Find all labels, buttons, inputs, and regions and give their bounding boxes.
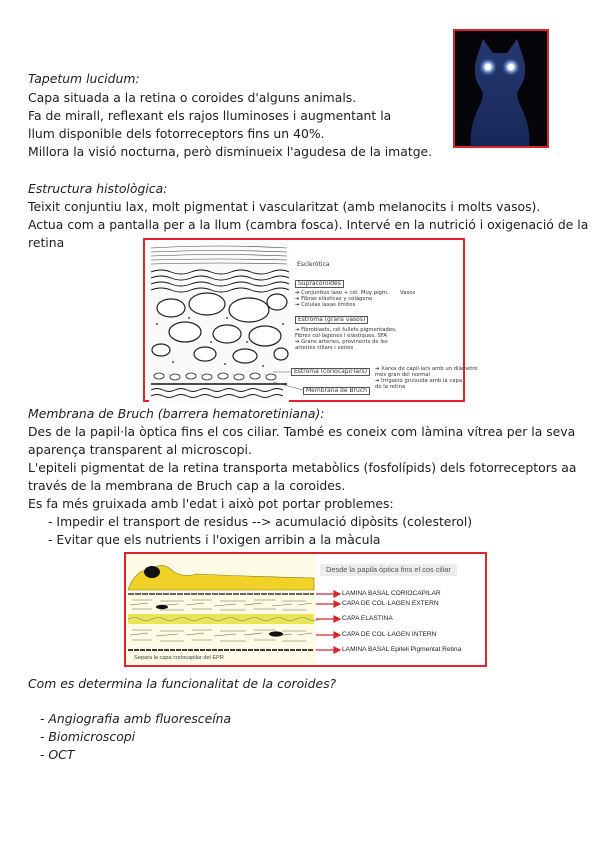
estroma-note-3: ➔ Grans arteries, provinents de les [295,339,388,345]
tapetum-line-3: llum disponible dels fotorreceptors fins un 40%. [28,126,325,141]
bruch-layers-figure [124,552,487,667]
bruch-heading: Membrana de Bruch (barrera hematoretiniana): [28,406,325,421]
estroma-note-4: arteries ciliars i venes [295,345,354,351]
bruch-line-4: través de la membrana de Bruch cap a la coroides. [28,478,346,493]
layer-label-2: CAPA DE COL·LAGEN EXTERN [342,600,439,607]
cat-eyes-photo [453,29,549,148]
tapetum-line-2: Fa de mirall, reflexant els rajos lluminoses i augmentant la [28,108,392,123]
bruch-bullet-2: - Evitar que els nutrients i l'oxigen arribin a la màcula [48,532,381,547]
histology-pointer-lines [273,358,303,398]
bruch-figure-caption: Separa la capa coriocapilar del EPR [134,655,224,661]
tapetum-line-4: Millora la visió nocturna, però disminueix l'agudesa de la imatge. [28,144,433,159]
label-estroma: Estroma (grans vasos) [295,316,368,324]
estroma-note-2: Fibres col·làgenes i elàstiques, SFA [295,333,388,339]
tapetum-heading: Tapetum lucidum: [28,71,140,86]
bruch-line-5: Es fa més gruixada amb l'edat i això pot portar problemes: [28,496,394,511]
supra-side: Vasos [400,290,416,296]
bruch-layers-drawing [126,554,316,665]
bruch-line-3: L'epiteli pigmentat de la retina transporta metabòlics (fosfolípids) dels fotorreceptors aa [28,460,577,475]
layer-label-4: CAPA DE COL·LAGEN INTERN [342,631,437,638]
bruch-figure-title: Desde la papila óptica fins el cos ciliar [320,564,457,576]
bruch-arrows [316,587,456,667]
funcionalitat-item-2: - Biomicroscopi [40,729,136,744]
estroma-note-1: ➔ Fibroblasts, cél fullets pigmentades, [295,327,397,333]
label-bruch: Membrana de Bruch [303,387,370,395]
corio-note-4: de la retina [375,384,406,390]
estructura-line-2: Actua com a pantalla per a la llum (cambra fosca). Intervé en la nutrició i oxigenació de la [28,217,589,232]
estructura-line-1: Teixit conjuntiu lax, molt pigmentat i vascularitzat (amb melanocits i molts vasos). [28,199,541,214]
histology-drawing [149,242,289,402]
bruch-line-1: Des de la papil·la òptica fins el cos ciliar. També es coneix com làmina vítrea per la seva [28,424,576,439]
label-supracoroides: Supracoroides [295,280,344,288]
layer-label-1: LAMINA BASAL CORIOCAPILAR [342,590,441,597]
tapetum-line-1: Capa situada a la retina o coroides d'alguns animals. [28,90,357,105]
layer-label-3: CAPA ELASTINA [342,615,393,622]
corio-note-2: més gran del normal [375,372,431,378]
supra-note-2: ➔ Fibras elásticas y colágeno [295,296,373,302]
label-coriocapil: Estroma (coriocapil·lars) [291,368,370,376]
funcionalitat-heading: Com es determina la funcionalitat de la coroides? [28,676,337,691]
layer-label-5: LAMINA BASAL Epiteli Pigmentat Retina [342,646,462,653]
estructura-line-3: retina [28,235,65,250]
supra-note-1: ➔ Conjuntivo laxo + cél. Muy pigm. [295,290,389,296]
label-esclerotica: Esclerótica [297,261,330,268]
bruch-bullet-1: - Impedir el transport de residus --> acumulació dipòsits (colesterol) [48,514,473,529]
bruch-line-2: aparença transparent al microscopi. [28,442,252,457]
corio-note-3: ➔ Irrigació gruixuda amb la capa [375,378,463,384]
choroid-histology-figure [143,238,478,402]
funcionalitat-item-3: - OCT [40,747,75,762]
supra-note-3: ➔ Células laxas límites [295,302,356,308]
estructura-heading: Estructura histològica: [28,181,168,196]
funcionalitat-item-1: - Angiografia amb fluoresceína [40,711,232,726]
corio-note-1: ➔ Xarxa de capil·lars amb un diàmetre [375,366,478,372]
